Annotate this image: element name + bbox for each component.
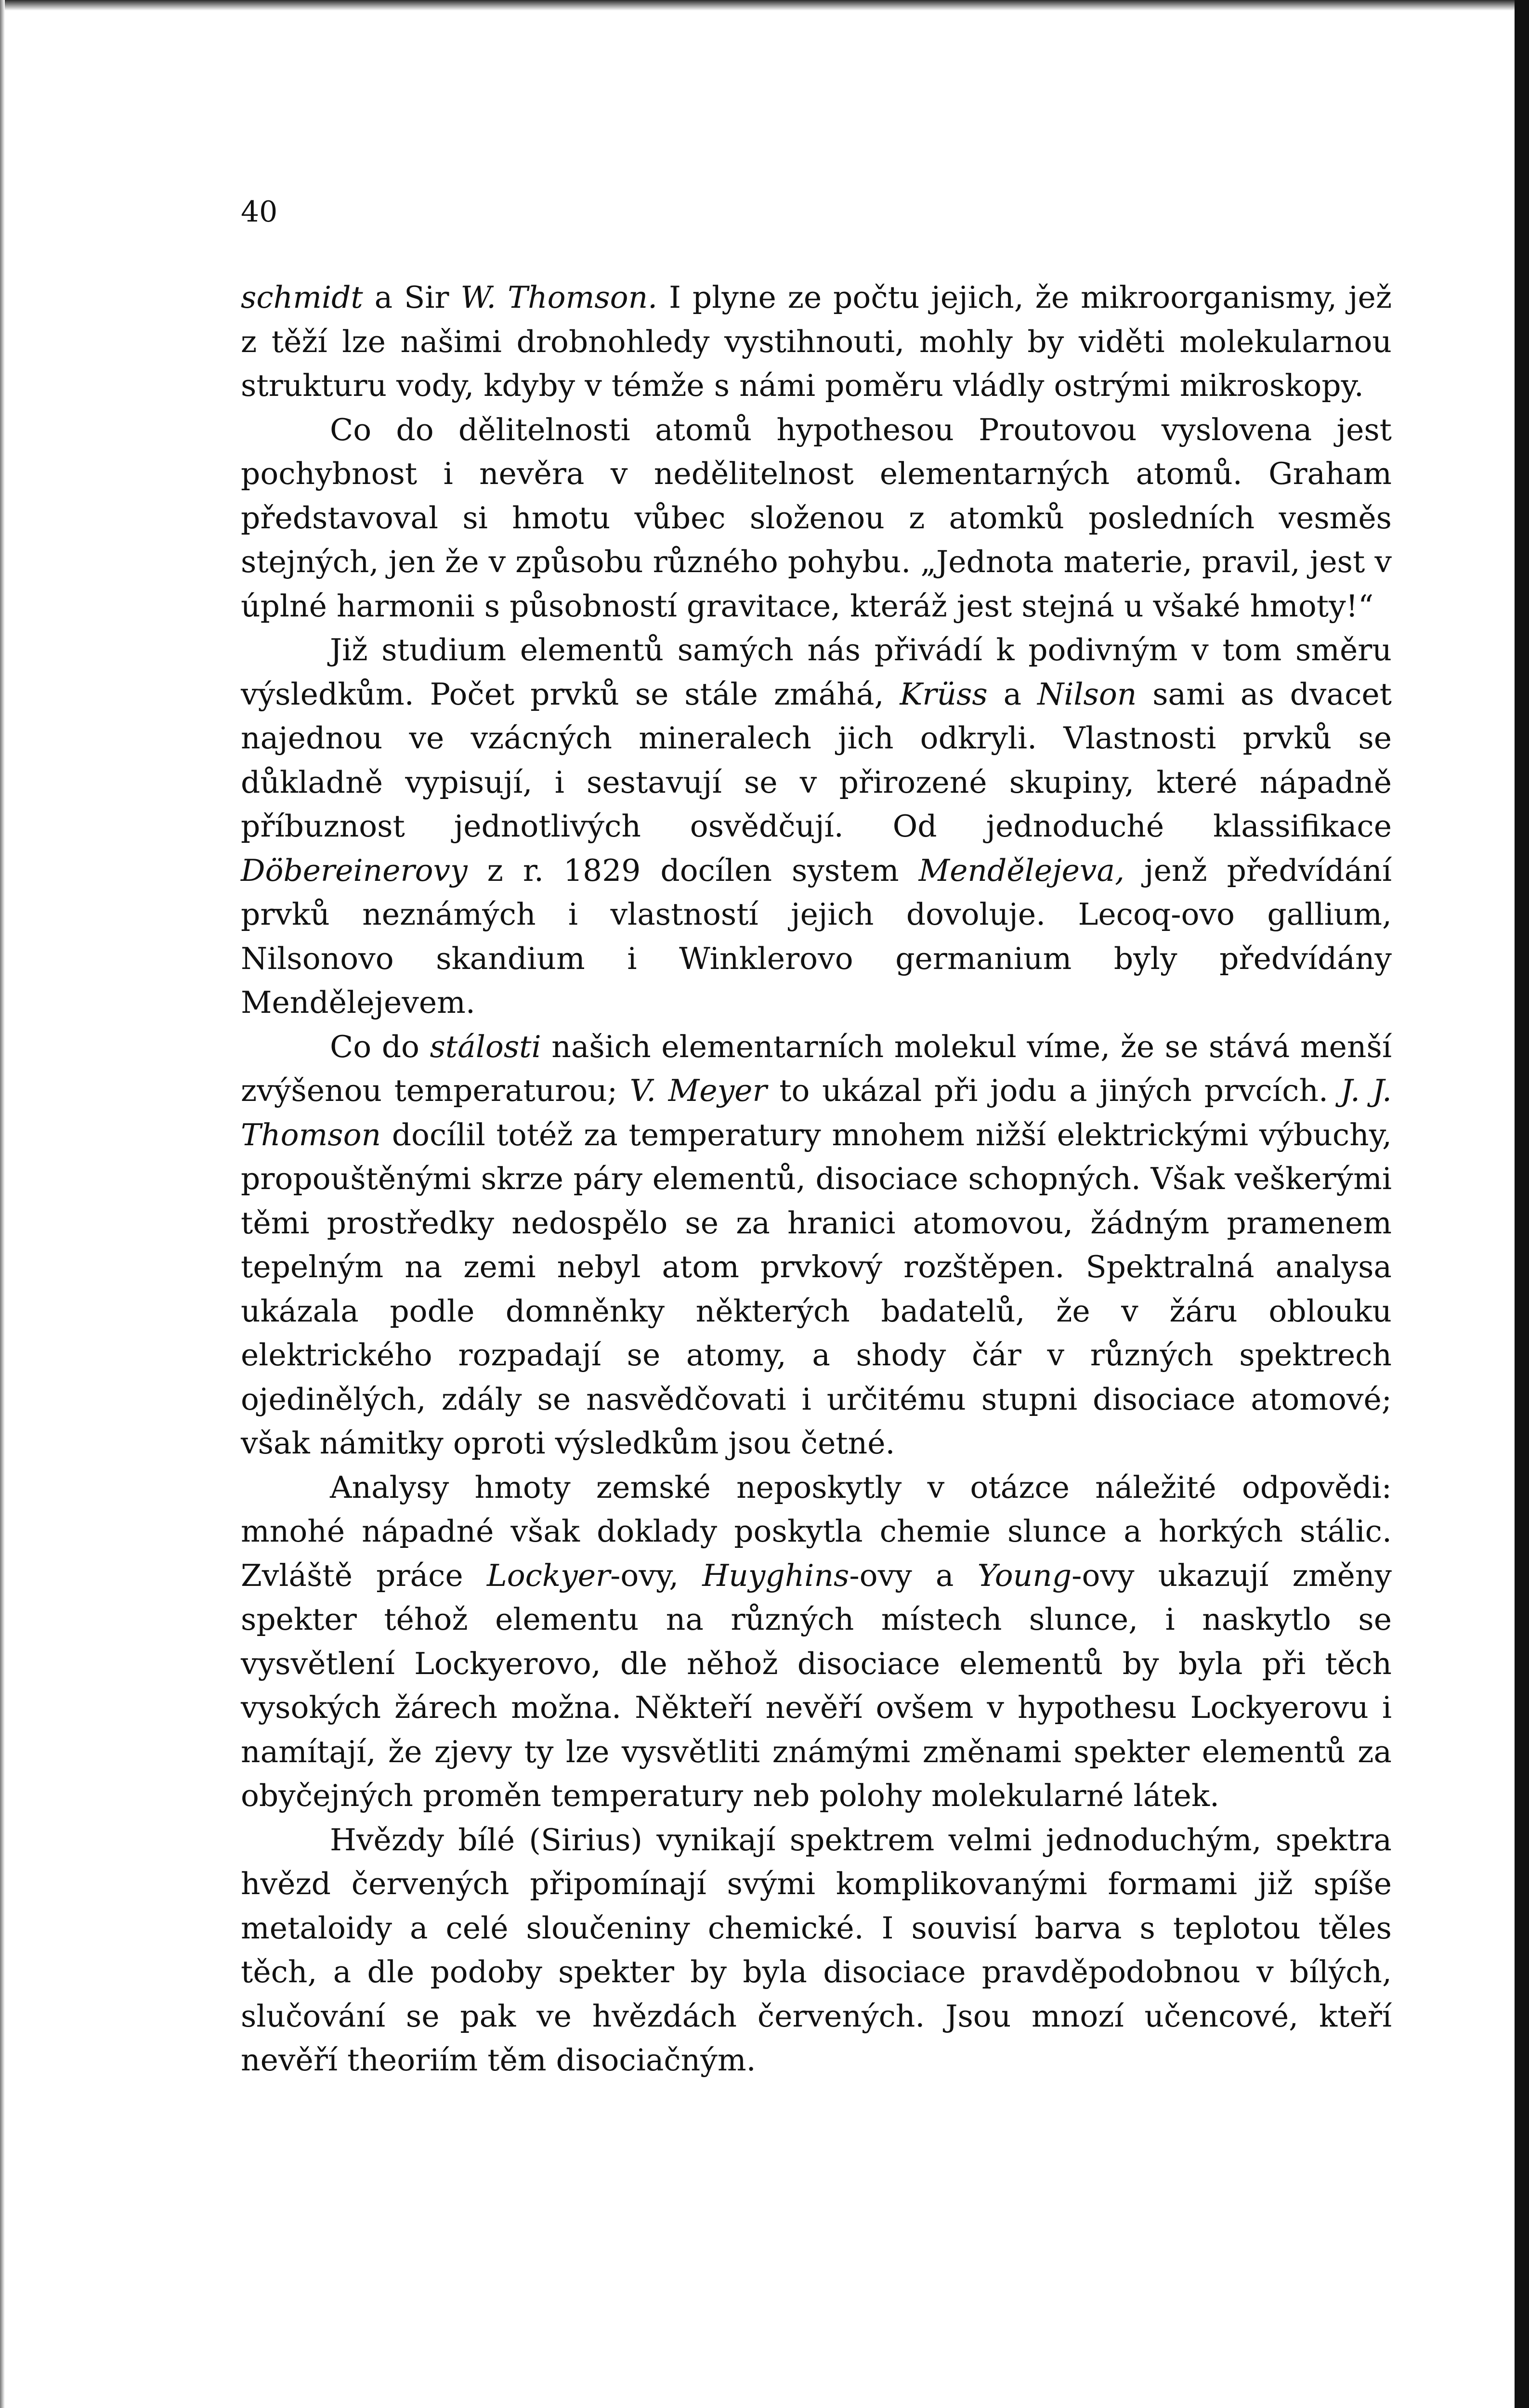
italic-name-run: Lockyer: [486, 1557, 611, 1593]
italic-name-run: W. Thomson.: [460, 280, 658, 315]
text-run: našich elementarních molekul víme, že se stává menší zvýšenou temperaturou;: [241, 1029, 1392, 1108]
italic-name-run: Nilson: [1037, 676, 1137, 712]
italic-name-run: V. Meyer: [629, 1073, 767, 1108]
text-run: jenž předvídání prvků neznámých i vlastností jejich dovoluje. Lecoq-ovo gallium, Nilsonovo skandium i Winklerovo germanium byly předvídány Mendělejevem.: [241, 852, 1392, 1020]
paragraph-5: [241, 1466, 1392, 1818]
scan-right-edge: [1515, 0, 1529, 2408]
italic-name-run: Young: [977, 1557, 1072, 1593]
text-run: I plyne ze počtu jejich, že mikroorganismy, jež z těží lze našimi drobnohledy vystihnouti, mohly by viděti molekularnou strukturu vody, kdyby v témže s námi poměru vládly ostrými mikroskopy.: [241, 280, 1392, 403]
text-run: Co do dělitelnosti atomů hypothesou Proutovou vyslovena jest pochybnost i nevěra v nedělitelnost elementarných atomů. Graham představoval si hmotu vůbec složenou z atomků posledních vesměs stejných, jen že v způsobu různého pohybu. „Jednota materie, pravil, jest v úplné harmonii s působností gravitace, kteráž jest stejná u všaké hmoty!“: [241, 412, 1392, 624]
text-run: a Sir: [363, 280, 461, 315]
text-run: to ukázal při jodu a jiných prvcích.: [767, 1073, 1341, 1108]
scan-left-edge: [0, 0, 5, 2408]
paragraph-1: [241, 275, 1392, 408]
text-run: -ovy a: [849, 1557, 978, 1593]
text-run: Analysy hmoty zemské neposkytly v otázce náležité odpovědi: mnohé nápadné však doklady poskytla chemie slunce a horkých stálic. Zvláště práce: [241, 1469, 1392, 1593]
text-run: docílil totéž za temperatury mnohem nižší elektrickými výbuchy, propouštěnými skrze páry elementů, disociace schopných. Však veškerými těmi prostředky nedospělo se za hranici atomovou, žádným pramenem tepelným na zemi nebyl atom prvkový rozštěpen. Spektralná analysa ukázala podle domněnky některých badatelů, že v žáru oblouku elektrického rozpadají se atomy, a shody čár v různých spektrech ojedinělých, zdály se nasvědčovati i určitému stupni disociace atomové; však námitky oproti výsledkům jsou četné.: [241, 1117, 1392, 1461]
italic-name-run: Döbereinerovy: [241, 852, 468, 888]
text-run: a: [987, 676, 1038, 712]
paragraph-4: [241, 1025, 1392, 1466]
italic-name-run: schmidt: [241, 280, 363, 315]
paragraph-2: [241, 408, 1392, 628]
text-run: -ovy,: [610, 1557, 703, 1593]
text-run: Hvězdy bílé (Sirius) vynikají spektrem velmi jednoduchým, spektra hvězd červených připomínají svými komplikovanými formami již spíše metaloidy a celé sloučeniny chemické. I souvisí barva s teplotou těles těch, a dle podoby spekter by byla disociace pravděpodobnou v bílých, slučování se pak ve hvězdách červených. Jsou mnozí učencové, kteří nevěří theoriím těm disociačným.: [241, 1822, 1392, 2078]
text-run: -ovy ukazují změny spekter téhož elementu na různých místech slunce, i naskytlo se vysvětlení Lockyerovo, dle něhož disociace elementů by byla při těch vysokých žárech možna. Někteří nevěří ovšem v hypothesu Lockyerovu i namítají, že zjevy ty lze vysvětliti známými změnami spekter elementů za obyčejných proměn temperatury neb polohy molekularné látek.: [241, 1557, 1392, 1813]
italic-name-run: Mendělejeva,: [918, 852, 1125, 888]
italic-name-run: Krüss: [900, 676, 988, 712]
text-run: Co do: [330, 1029, 430, 1064]
paragraph-3: [241, 628, 1392, 1025]
paragraph-6: [241, 1818, 1392, 2082]
italic-name-run: J. J. Thomson: [241, 1073, 1392, 1152]
page-number: 40: [241, 195, 278, 229]
italic-name-run: stálosti: [430, 1029, 541, 1064]
italic-name-run: Huyghins: [702, 1557, 849, 1593]
text-run: z r. 1829 docílen system: [467, 852, 919, 888]
scan-top-edge: [0, 0, 1529, 11]
page-body: [241, 275, 1392, 2082]
text-run: Již studium elementů samých nás přivádí k podivným v tom směru výsledkům. Počet prvků se stále zmáhá,: [241, 632, 1392, 712]
text-run: sami as dvacet najednou ve vzácných mineralech jich odkryli. Vlastnosti prvků se důkladně vypisují, i sestavují se v přirozené skupiny, které nápadně příbuznost jednotlivých osvědčují. Od jednoduché klassifikace: [241, 676, 1392, 844]
